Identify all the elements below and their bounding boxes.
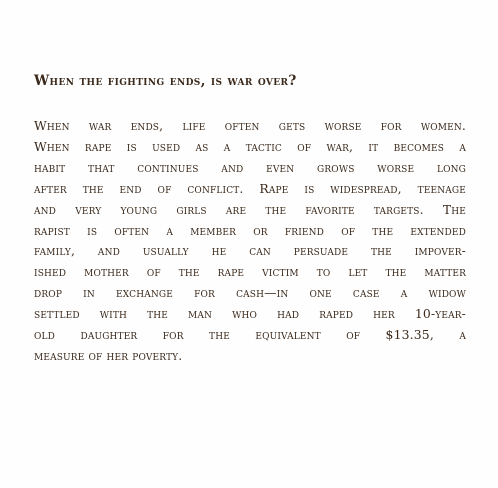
body-line: habit that continues and even grows worse long: [34, 159, 466, 175]
body-line: When rape is used as a tactic of war, it becomes a: [34, 138, 466, 154]
body-line: and very young girls are the favorite targets. The: [34, 201, 466, 217]
body-paragraph: [34, 116, 466, 367]
body-line: measure of her poverty.: [34, 347, 183, 363]
body-line: When war ends, life often gets worse for women.: [34, 118, 466, 133]
body-line: drop in exchange for cash—in one case a widow: [34, 285, 466, 301]
body-line: family, and usually he can persuade the impover-: [34, 243, 466, 259]
body-line: after the end of conflict. Rape is widespread, teenage: [34, 180, 466, 196]
body-line: settled with the man who had raped her 10-year-: [34, 306, 466, 322]
body-line: rapist is often a member or friend of the extended: [34, 222, 466, 238]
body-line: ished mother of the rape victim to let the matter: [34, 264, 466, 280]
section-heading: When the fighting ends, is war over?: [34, 73, 297, 89]
body-line: old daughter for the equivalent of $13.35, a: [34, 327, 466, 343]
